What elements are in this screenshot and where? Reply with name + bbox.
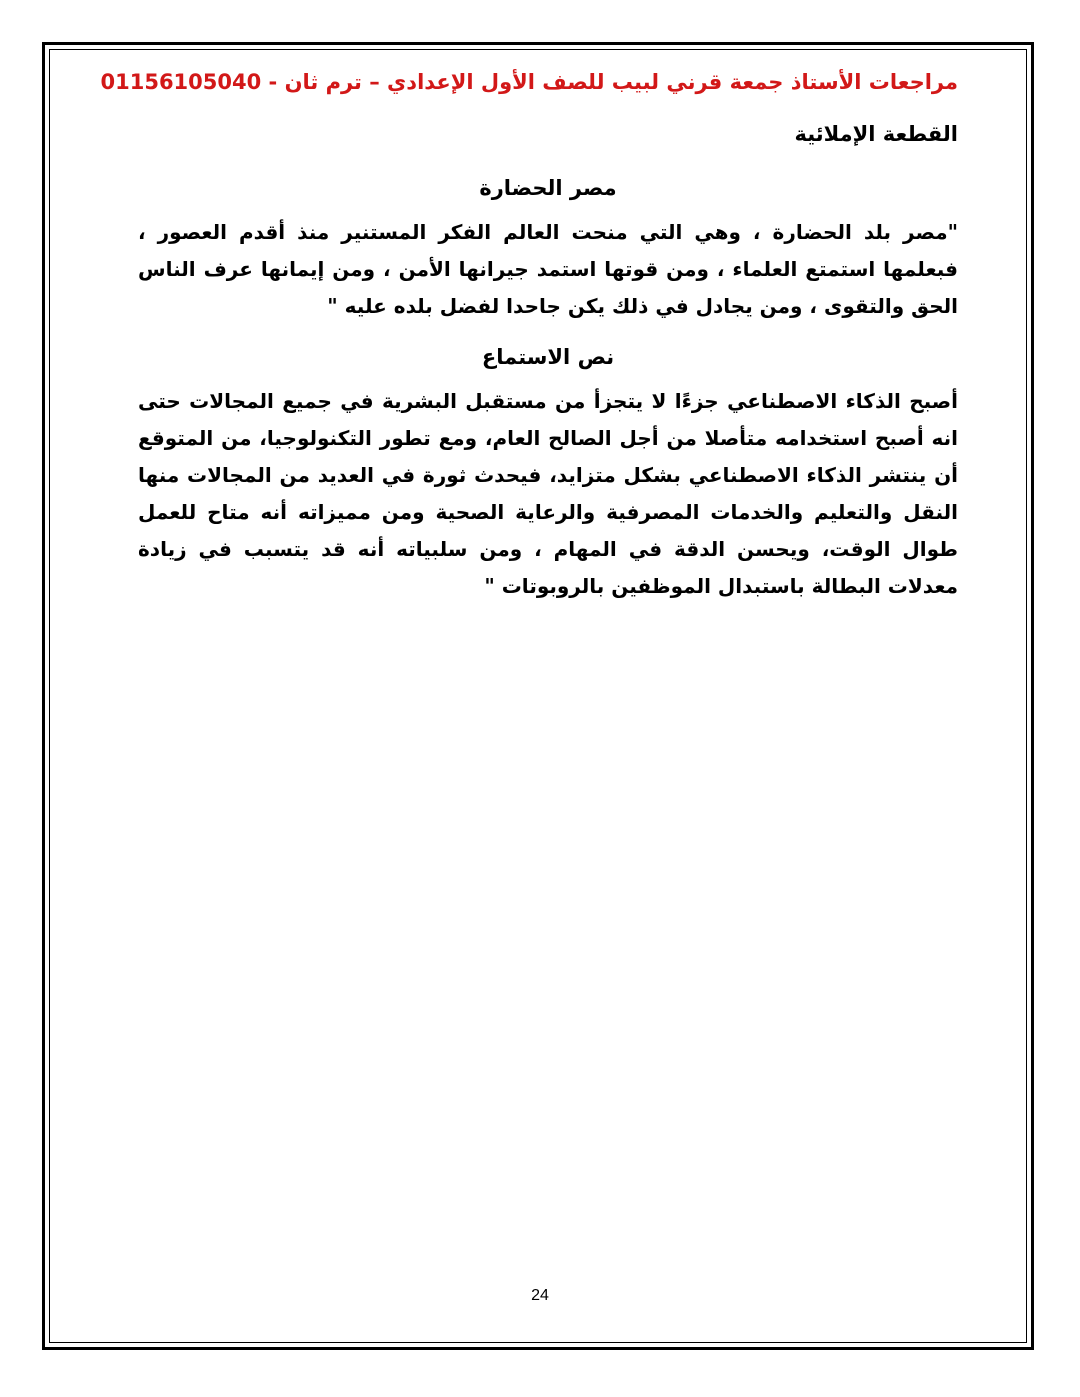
listening-paragraph: أصبح الذكاء الاصطناعي جزءًا لا يتجزأ من مستقبل البشرية في جميع المجالات حتى انه أصبح استخدامه متأصلا من أجل الصالح العام، ومع تطور التكنولوجيا، من المتوقع أن ينتشر الذكاء الاصطناعي بشكل متزايد، فيحدث ثورة في العديد من المجالات منها النقل والتعليم والخدمات المصرفية والرعاية الصحية ومن مميزاته أنه متاح للعمل طوال الوقت، ويحسن الدقة في المهام ، ومن سلبياته أنه قد يتسبب في زيادة معدلات البطالة باستبدال الموظفين بالروبوتات " (138, 389, 958, 598)
dictation-label: القطعة الإملائية (794, 122, 958, 146)
dictation-title: مصر الحضارة (479, 176, 617, 200)
listening-title: نص الاستماع (481, 345, 615, 369)
dictation-paragraph: "مصر بلد الحضارة ، وهي التي منحت العالم الفكر المستنير منذ أقدم العصور ، فبعلمها استمتع العلماء ، ومن قوتها استمد جيرانها الأمن ، ومن إيمانها عرف الناس الحق والتقوى ، ومن يجادل في ذلك يكن جاحدا لفضل بلده عليه " (138, 220, 958, 318)
page-header: مراجعات الأستاذ جمعة قرني لبيب للصف الأول الإعدادي – ترم ثان - 01156105040 (100, 70, 958, 94)
page-number: 24 (531, 1287, 549, 1304)
page-content (100, 60, 958, 605)
